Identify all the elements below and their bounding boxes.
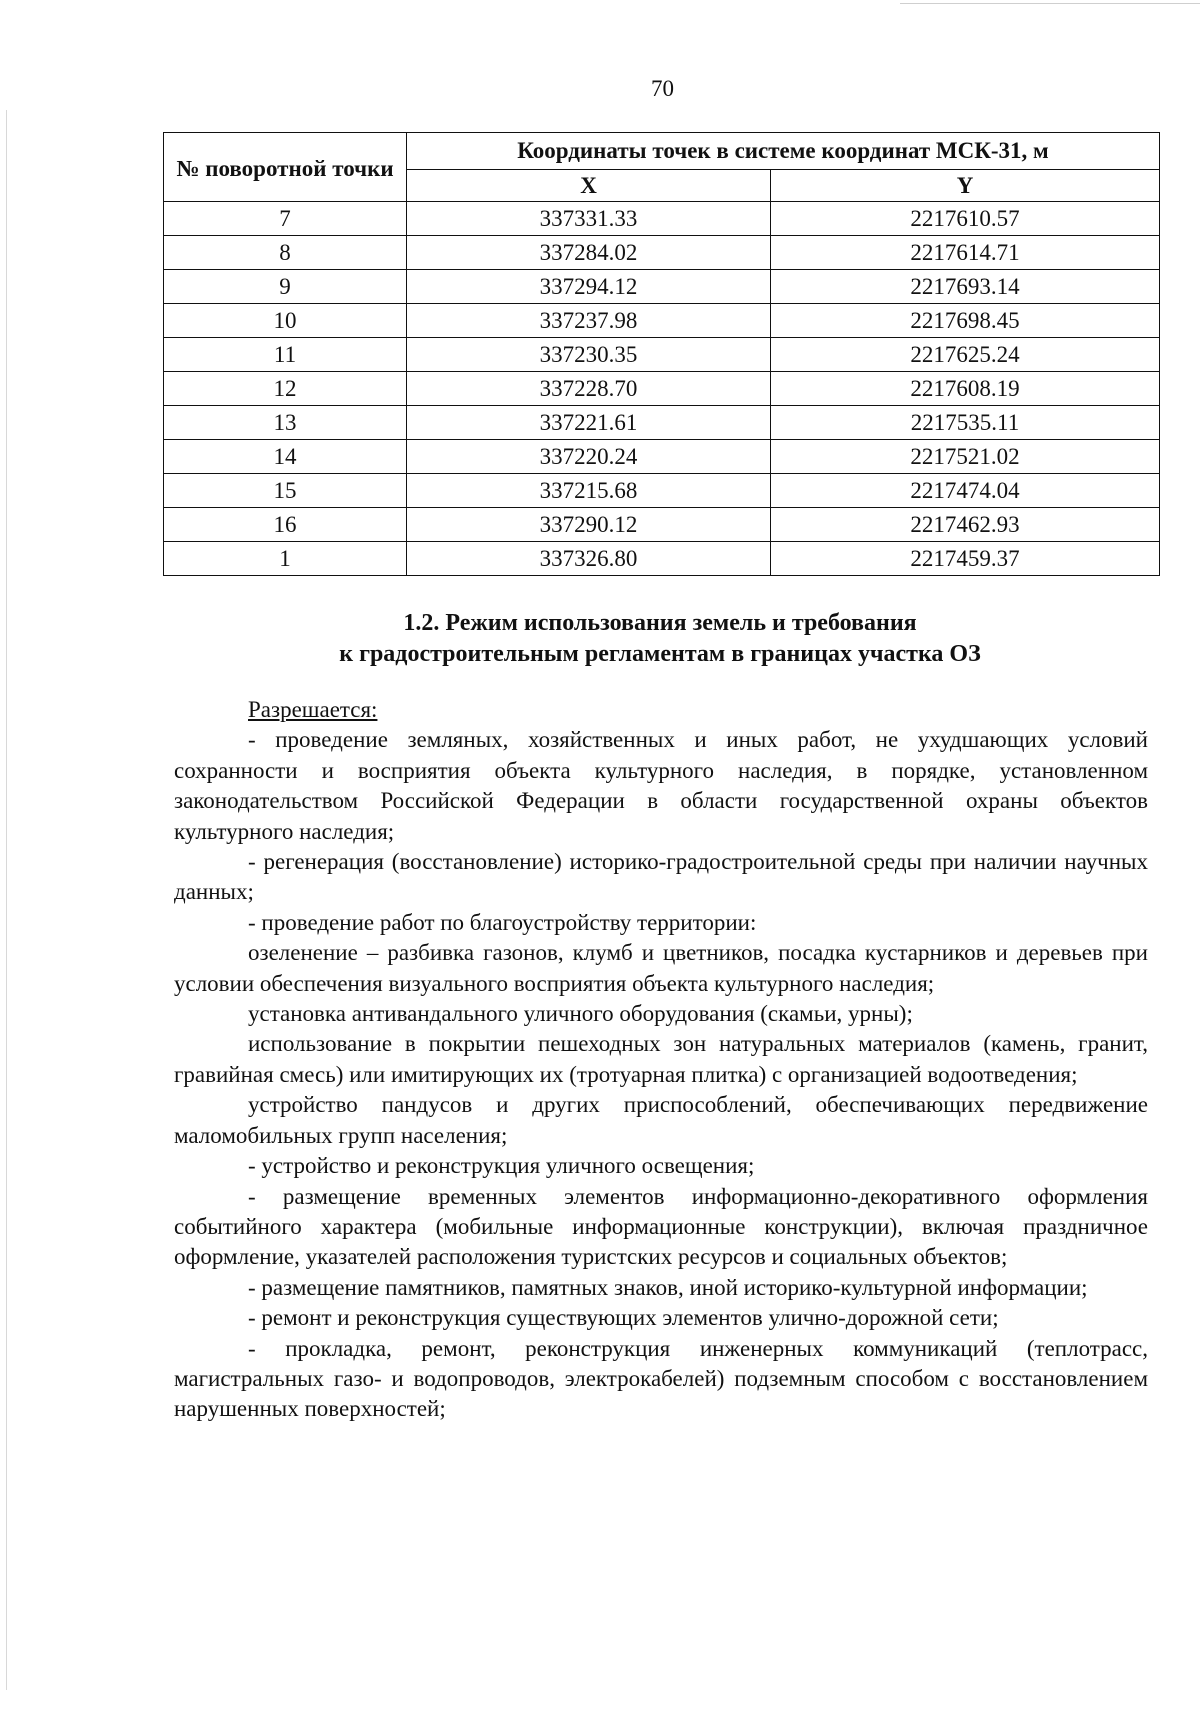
- paragraph: - размещение памятников, памятных знаков, иной историко-культурной информации;: [248, 1274, 1088, 1300]
- table-row: [164, 542, 1160, 576]
- cell-point-number: 7: [164, 202, 407, 236]
- cell-point-number: 12: [164, 372, 407, 406]
- cell-y: 2217698.45: [771, 304, 1160, 338]
- paragraph: установка антивандального уличного оборудования (скамьи, урны);: [248, 1001, 913, 1027]
- paragraph: озеленение – разбивка газонов, клумб и цветников, посадка кустарников и деревьев при условии обеспечения визуального восприятия объекта культурного наследия;: [174, 940, 1148, 996]
- cell-x: 337215.68: [407, 474, 771, 508]
- table-header-row: [164, 133, 1160, 170]
- cell-y: 2217459.37: [771, 542, 1160, 576]
- cell-y: 2217535.11: [771, 406, 1160, 440]
- cell-point-number: 9: [164, 270, 407, 304]
- table-row: [164, 440, 1160, 474]
- table-row: [164, 508, 1160, 542]
- cell-y: 2217625.24: [771, 338, 1160, 372]
- cell-y: 2217614.71: [771, 236, 1160, 270]
- cell-x: 337230.35: [407, 338, 771, 372]
- table-row: [164, 338, 1160, 372]
- paragraph: - ремонт и реконструкция существующих элементов улично-дорожной сети;: [248, 1305, 999, 1331]
- paragraph: - устройство и реконструкция уличного освещения;: [248, 1153, 755, 1179]
- cell-point-number: 14: [164, 440, 407, 474]
- header-y: Y: [771, 170, 1160, 202]
- table-row: [164, 372, 1160, 406]
- table-row: [164, 304, 1160, 338]
- cell-y: 2217462.93: [771, 508, 1160, 542]
- cell-y: 2217693.14: [771, 270, 1160, 304]
- cell-point-number: 16: [164, 508, 407, 542]
- scan-edge-top: [900, 3, 1200, 4]
- body-text: [174, 695, 1148, 1425]
- paragraph: - регенерация (восстановление) историко-градостроительной среды при наличии научных данных;: [174, 849, 1148, 905]
- cell-point-number: 13: [164, 406, 407, 440]
- cell-x: 337326.80: [407, 542, 771, 576]
- paragraph: - прокладка, ремонт, реконструкция инженерных коммуникаций (теплотрасс, магистральных газо- и водопроводов, электрокабелей) подземным способом с восстановлением нарушенных поверхностей;: [174, 1335, 1148, 1422]
- cell-x: 337331.33: [407, 202, 771, 236]
- paragraph: - проведение работ по благоустройству территории:: [248, 909, 757, 935]
- cell-y: 2217608.19: [771, 372, 1160, 406]
- scan-edge-left: [6, 110, 7, 1690]
- paragraph: использование в покрытии пешеходных зон натуральных материалов (камень, гранит, гравийная смесь) или имитирующих их (тротуарная плитка) с организацией водоотведения;: [174, 1031, 1148, 1087]
- cell-y: 2217610.57: [771, 202, 1160, 236]
- cell-point-number: 10: [164, 304, 407, 338]
- cell-point-number: 1: [164, 542, 407, 576]
- paragraph: - размещение временных элементов информационно-декоративного оформления событийного характера (мобильные информационные конструкции), включая праздничное оформление, указателей расположения туристских ресурсов и социальных объектов;: [174, 1183, 1148, 1270]
- cell-x: 337284.02: [407, 236, 771, 270]
- header-coordinates: Координаты точек в системе координат МСК-31, м: [407, 133, 1160, 170]
- table-row: [164, 236, 1160, 270]
- page-number: 70: [651, 76, 674, 101]
- section-heading-line-2: к градостроительным регламентам в границах участка ОЗ: [339, 641, 981, 667]
- allowed-label: Разрешается:: [248, 697, 378, 722]
- paragraph: - проведение земляных, хозяйственных и иных работ, не ухудшающих условий сохранности и восприятия объекта культурного наследия, в порядке, установленном законодательством Российской Федерации в области государственной охраны объектов культурного наследия;: [174, 727, 1148, 844]
- cell-point-number: 15: [164, 474, 407, 508]
- table-row: [164, 270, 1160, 304]
- table-row: [164, 474, 1160, 508]
- cell-x: 337228.70: [407, 372, 771, 406]
- table-row: [164, 406, 1160, 440]
- header-x: X: [407, 170, 771, 202]
- cell-x: 337294.12: [407, 270, 771, 304]
- section-heading: [0, 608, 1200, 670]
- cell-x: 337237.98: [407, 304, 771, 338]
- cell-point-number: 8: [164, 236, 407, 270]
- paragraph: устройство пандусов и других приспособлений, обеспечивающих передвижение маломобильных групп населения;: [174, 1092, 1148, 1148]
- cell-y: 2217474.04: [771, 474, 1160, 508]
- header-point-number: № поворотной точки: [164, 133, 407, 202]
- cell-point-number: 11: [164, 338, 407, 372]
- cell-x: 337221.61: [407, 406, 771, 440]
- section-heading-line-1: 1.2. Режим использования земель и требования: [403, 610, 917, 636]
- cell-x: 337220.24: [407, 440, 771, 474]
- cell-x: 337290.12: [407, 508, 771, 542]
- table-body: [164, 202, 1160, 576]
- coordinates-table: [163, 132, 1160, 576]
- table-row: [164, 202, 1160, 236]
- cell-y: 2217521.02: [771, 440, 1160, 474]
